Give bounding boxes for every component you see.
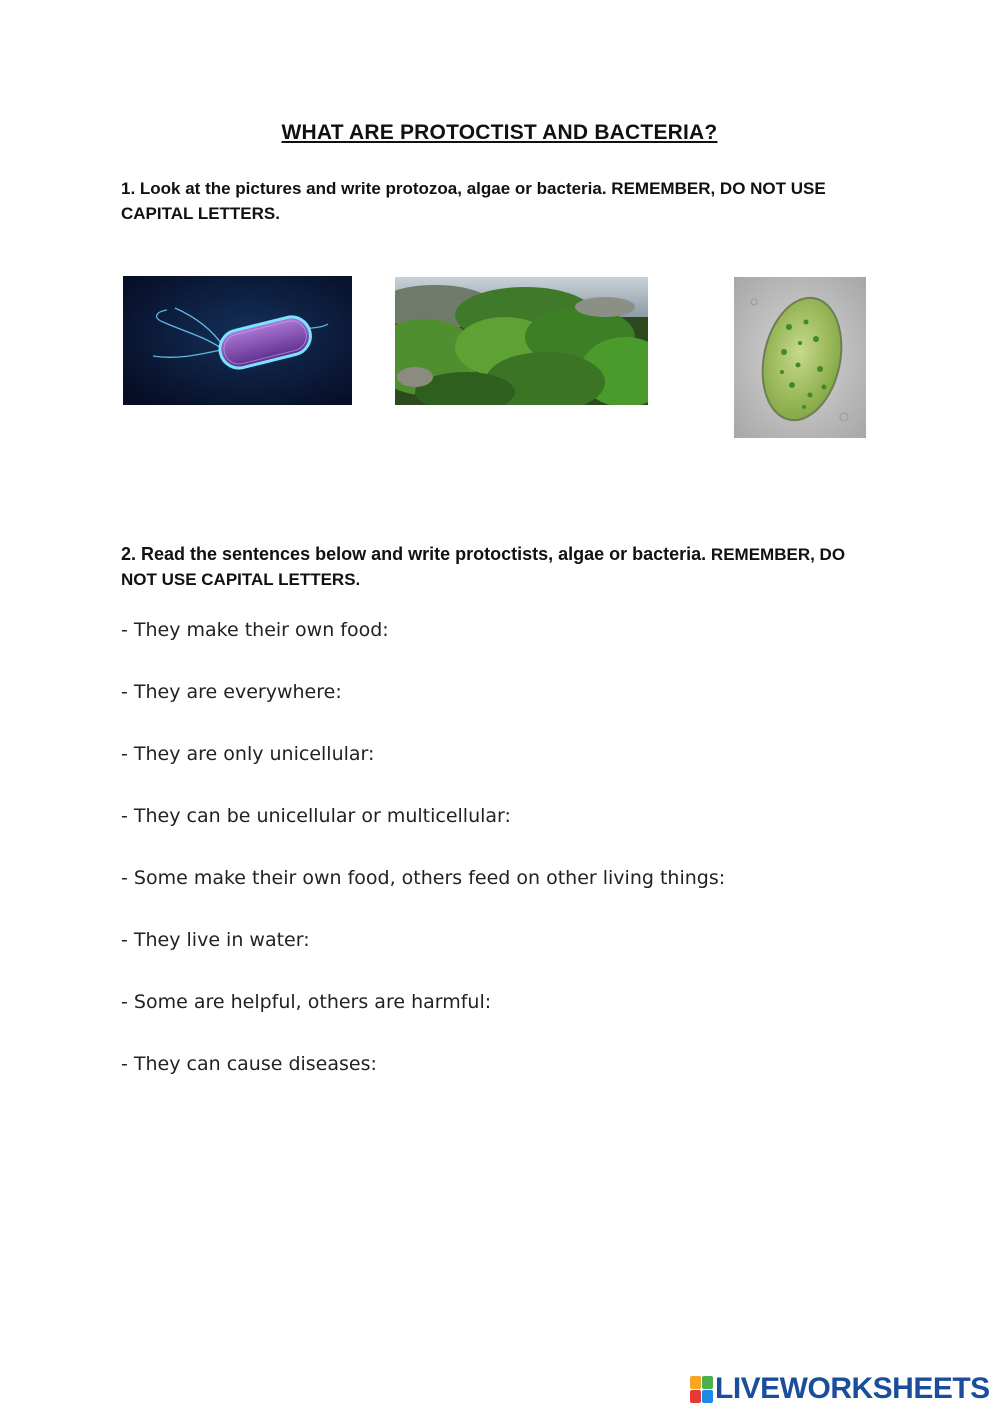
- sentence-6: - They live in water:: [121, 929, 310, 951]
- sentence-1: - They make their own food:: [121, 619, 389, 641]
- algae-image: [395, 277, 648, 405]
- bacteria-image: [123, 276, 352, 405]
- sentence-4: - They can be unicellular or multicellular:: [121, 805, 511, 827]
- logo-block-green: [702, 1376, 713, 1389]
- question-2-instructions: [121, 542, 871, 592]
- liveworksheets-logo: [690, 1373, 990, 1405]
- logo-block-blue: [702, 1390, 713, 1403]
- question-1-instructions: [121, 176, 871, 226]
- logo-text: LIVEWORKSHEETS: [715, 1372, 990, 1405]
- question-1-text: 1. Look at the pictures and write protozoa, algae or bacteria.: [121, 179, 607, 198]
- sentence-8: - They can cause diseases:: [121, 1053, 377, 1075]
- question-1-reminder: REMEMBER, DO NOT USE CAPITAL LETTERS.: [121, 179, 826, 223]
- question-2-text: 2. Read the sentences below and write protoctists, algae or bacteria.: [121, 544, 707, 564]
- sentence-7: - Some are helpful, others are harmful:: [121, 991, 492, 1013]
- page-title: WHAT ARE PROTOCTIST AND BACTERIA?: [281, 121, 718, 144]
- question-2-reminder: REMEMBER, DO NOT USE CAPITAL LETTERS.: [121, 545, 846, 589]
- liveworksheets-logo-icon: [690, 1376, 712, 1402]
- logo-block-orange: [690, 1376, 701, 1389]
- sentence-5: - Some make their own food, others feed on other living things:: [121, 867, 726, 889]
- logo-block-red: [690, 1390, 701, 1403]
- sentence-2: - They are everywhere:: [121, 681, 342, 703]
- sentence-3: - They are only unicellular:: [121, 743, 375, 765]
- protozoa-image: [734, 277, 866, 438]
